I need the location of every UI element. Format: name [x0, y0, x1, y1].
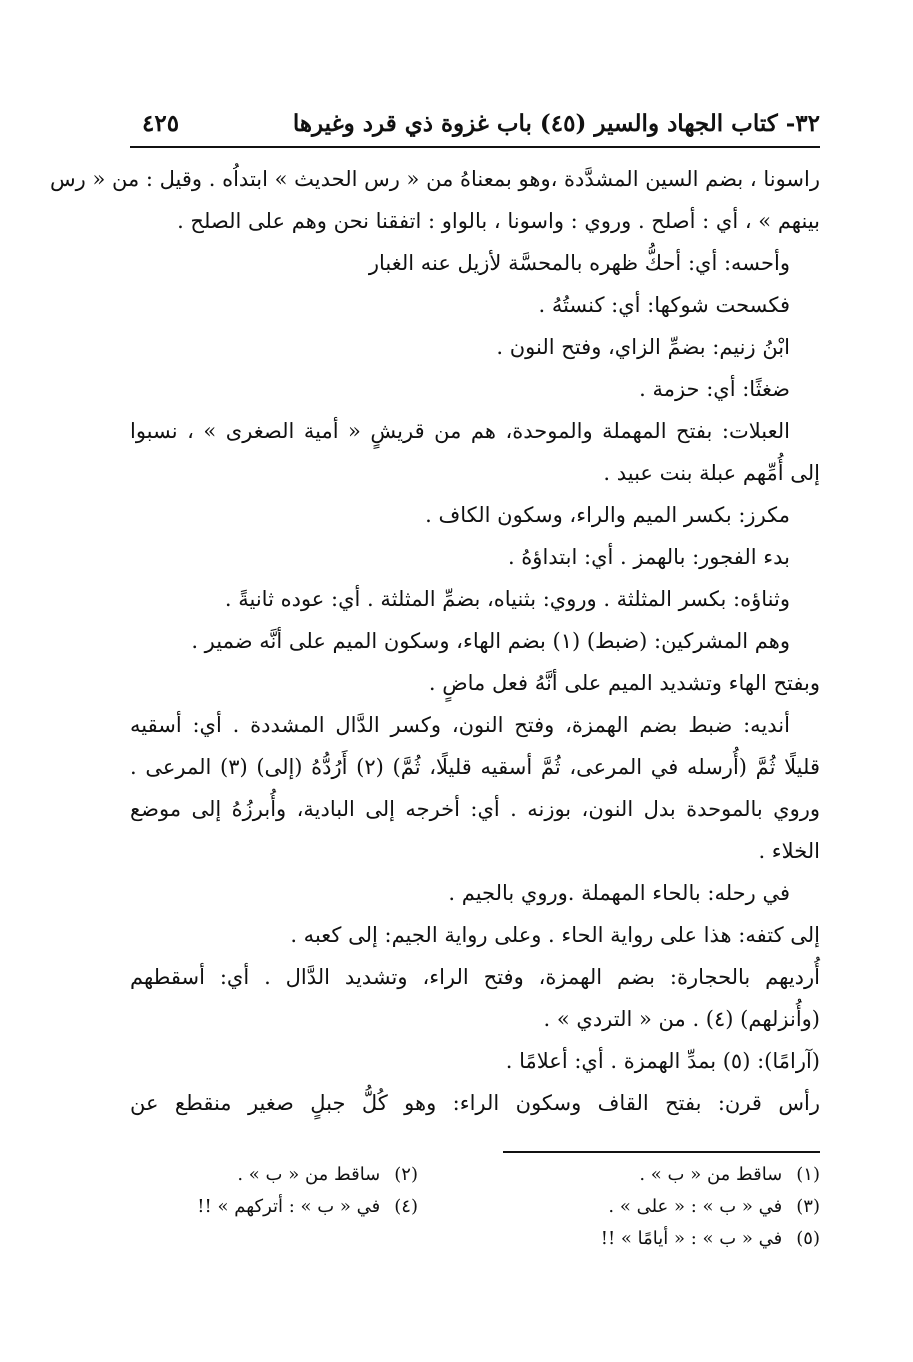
text-line: بدء الفجور: بالهمز . أي: ابتداؤهُ .	[507, 545, 790, 569]
text-line: (وأُنزلهم) (٤) . من « التردي » .	[543, 1007, 820, 1031]
chapter-title: ٣٢- كتاب الجهاد والسير (٤٥) باب غزوة ذي قرد وغيرها	[292, 110, 820, 137]
footnote-divider	[503, 1151, 820, 1153]
running-header	[130, 100, 820, 146]
footnote-number: (٣)	[796, 1196, 820, 1217]
footnote-1	[480, 1160, 820, 1190]
footnote-3	[480, 1192, 820, 1222]
footnote-number: (٢)	[394, 1164, 418, 1185]
text-line: في رحله: بالحاء المهملة .وروي بالجيم .	[448, 881, 790, 905]
text-line: وروي بالموحدة بدل النون، بوزنه . أي: أخرجه إلى البادية، وأُبرزُهُ إلى موضع	[130, 797, 820, 821]
footnote-2	[88, 1160, 418, 1190]
text-line: رأس قرن: بفتح القاف وسكون الراء: وهو كُلُّ جبلٍ صغير منقطع عن	[130, 1091, 820, 1115]
footnote-text: ساقط من « ب » .	[639, 1164, 783, 1185]
footnote-text: في « ب » : « أيامًا » !!	[600, 1228, 783, 1249]
footnote-number: (٥)	[796, 1228, 820, 1249]
text-line: الخلاء .	[758, 839, 820, 863]
footnote-text: في « ب » : « على » .	[608, 1196, 783, 1217]
footnote-4	[88, 1192, 418, 1222]
footnote-text: في « ب » : أتركهم » !!	[197, 1196, 381, 1217]
header-divider	[130, 146, 820, 148]
footnote-number: (١)	[796, 1164, 820, 1185]
text-line: إلى كتفه: هذا على رواية الحاء . وعلى رواية الجيم: إلى كعبه .	[290, 923, 820, 947]
text-line: بينهم » ، أي : أصلح . وروي : واسونا ، بالواو : اتفقنا نحن وهم على الصلح .	[177, 209, 820, 233]
text-line: قليلًا ثُمَّ (أُرسله في المرعى، ثُمَّ أسقيه قليلًا، ثُمَّ) (٢) أَرُدُّهُ (إلى) (٣) المرعى .	[130, 755, 821, 779]
text-line: مكرز: بكسر الميم والراء، وسكون الكاف .	[425, 503, 790, 527]
text-line: إلى أُمِّهم عبلة بنت عبيد .	[603, 461, 820, 485]
text-line: وهم المشركين: (ضبط) (١) بضم الهاء، وسكون الميم على أنَّه ضمير .	[191, 629, 790, 653]
text-line: وبفتح الهاء وتشديد الميم على أنَّهُ فعل ماضٍ .	[428, 671, 820, 695]
text-line: (آرامًا): (٥) بمدِّ الهمزة . أي: أعلامًا .	[505, 1049, 820, 1073]
footnote-5	[480, 1224, 820, 1254]
text-line: أنديه: ضبط بضم الهمزة، وفتح النون، وكسر الدَّال المشددة . أي: أسقيه	[130, 713, 790, 737]
text-line: ابْنُ زنيم: بضمِّ الزاي، وفتح النون .	[496, 335, 790, 359]
text-line: راسونا ، بضم السين المشدَّدة ،وهو بمعناهُ من « رس الحديث » ابتداُه . وقيل : من « رس	[50, 167, 820, 191]
text-line: فكسحت شوكها: أي: كنستُهُ .	[538, 293, 790, 317]
page-number: ٤٢٥	[142, 110, 180, 137]
footnote-number: (٤)	[394, 1196, 418, 1217]
text-line: وأحسه: أي: أحكُّ ظهره بالمحسَّة لأزيل عنه الغبار	[368, 251, 790, 275]
text-line: أُرديهم بالحجارة: بضم الهمزة، وفتح الراء، وتشديد الدَّال . أي: أسقطهم	[130, 965, 820, 989]
main-text	[50, 158, 821, 1124]
text-line: ضغثًا: أي: حزمة .	[639, 377, 790, 401]
footnote-text: ساقط من « ب » .	[237, 1164, 381, 1185]
text-line: العبلات: بفتح المهملة والموحدة، هم من قريشٍ « أمية الصغرى » ، نسبوا	[130, 419, 790, 443]
text-line: وثناؤه: بكسر المثلثة . وروي: بثنياه، بضمِّ المثلثة . أي: عوده ثانيةً .	[224, 587, 790, 611]
